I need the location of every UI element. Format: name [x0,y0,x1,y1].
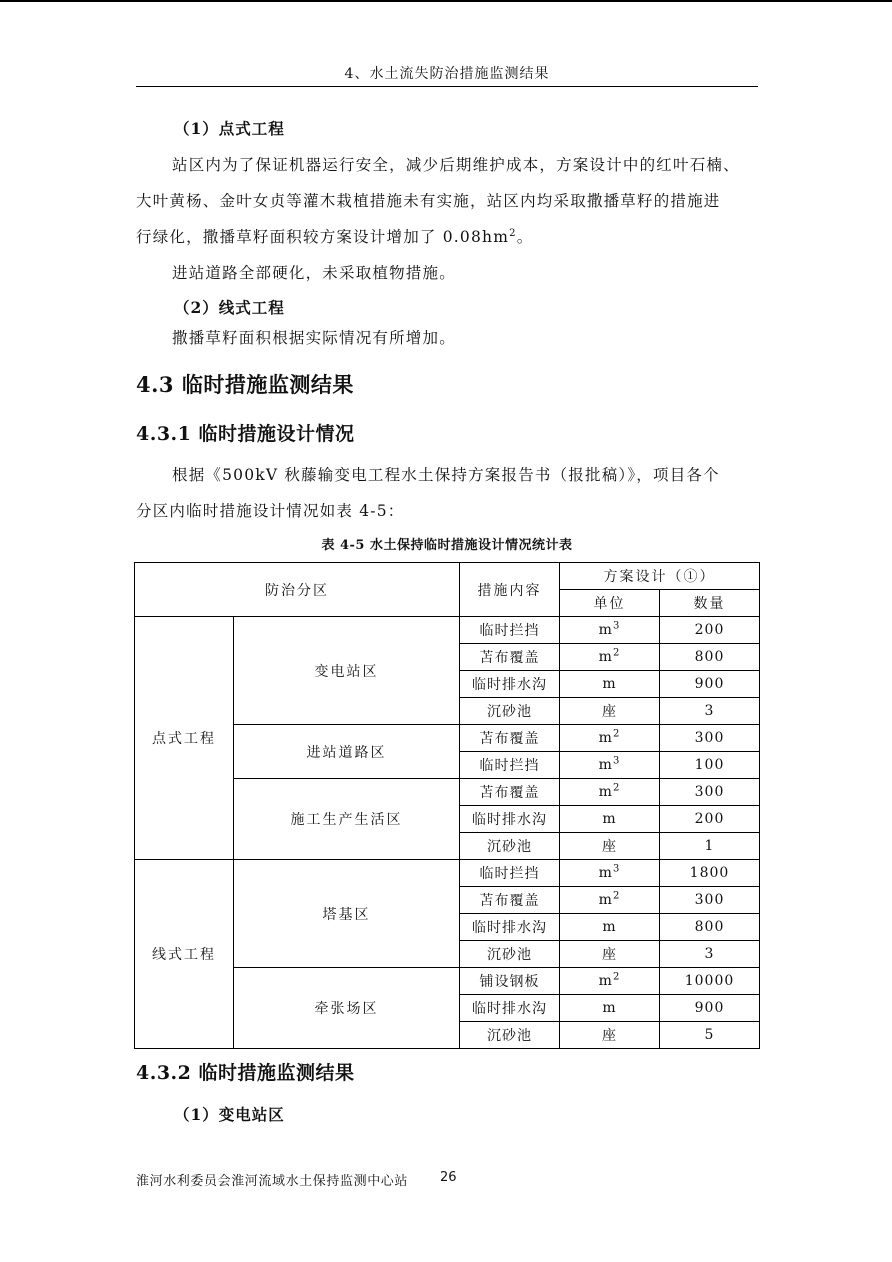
quantity-cell: 800 [660,644,760,671]
measure-cell: 沉砂池 [460,698,560,725]
header-measure: 措施内容 [460,563,560,617]
measure-cell: 沉砂池 [460,941,560,968]
quantity-cell: 5 [660,1022,760,1049]
quantity-cell: 300 [660,779,760,806]
zone-substation: 变电站区 [234,617,460,725]
quantity-cell: 3 [660,698,760,725]
header-design: 方案设计（①） [560,563,760,590]
measure-cell: 临时拦挡 [460,617,560,644]
footer-organization: 淮河水利委员会淮河流域水土保持监测中心站 [136,1174,409,1189]
unit-cell: $m^3$ [560,617,660,644]
measure-cell: 苫布覆盖 [460,644,560,671]
unit-cell: m [560,995,660,1022]
measure-cell: 沉砂池 [460,1022,560,1049]
measure-cell: 苫布覆盖 [460,887,560,914]
paragraph-3: 撒播草籽面积根据实际情况有所增加。 [172,329,456,347]
quantity-cell: 900 [660,995,760,1022]
quantity-cell: 800 [660,914,760,941]
measure-cell: 苫布覆盖 [460,725,560,752]
unit-cell: m [560,914,660,941]
quantity-cell: 200 [660,806,760,833]
measure-cell: 沉砂池 [460,833,560,860]
paragraph-1-line-3-text: 行绿化，撒播草籽面积较方案设计增加了 0.08hm [136,228,510,246]
quantity-cell: 1 [660,833,760,860]
heading-4-3-2: 4.3.2 临时措施监测结果 [136,1062,355,1084]
unit-cell: m [560,806,660,833]
unit-cell: $m^2$ [560,725,660,752]
header-quantity: 数量 [660,590,760,617]
subsection-point-engineering: （1）点式工程 [174,119,285,138]
subsection-substation: （1）变电站区 [174,1105,285,1124]
paragraph-4-line-2: 分区内临时措施设计情况如表 4-5： [136,502,405,520]
unit-cell: $m^2$ [560,968,660,995]
quantity-cell: 300 [660,725,760,752]
zone-access-road: 进站道路区 [234,725,460,779]
unit-cell: 座 [560,833,660,860]
unit-cell: $m^3$ [560,752,660,779]
quantity-cell: 200 [660,617,760,644]
paragraph-2: 进站道路全部硬化，未采取植物措施。 [172,264,456,282]
temporary-measures-table [134,562,760,1049]
measure-cell: 临时排水沟 [460,995,560,1022]
unit-cell: 座 [560,698,660,725]
measure-cell: 临时拦挡 [460,860,560,887]
unit-cell: 座 [560,1022,660,1049]
header-zone: 防治分区 [135,563,460,617]
top-border [0,0,892,2]
quantity-cell: 1800 [660,860,760,887]
table-row [135,617,760,644]
paragraph-1-line-3 [136,225,533,247]
heading-4-3: 4.3 临时措施监测结果 [136,372,354,397]
group-line-engineering: 线式工程 [135,860,234,1049]
paragraph-1-line-1: 站区内为了保证机器运行安全，减少后期维护成本，方案设计中的红叶石楠、 [172,156,740,174]
unit-cell: 座 [560,941,660,968]
measure-cell: 临时排水沟 [460,914,560,941]
page-number: 26 [440,1170,457,1185]
quantity-cell: 900 [660,671,760,698]
paragraph-1-line-3-end: 。 [516,228,534,246]
subsection-line-engineering: （2）线式工程 [174,298,285,317]
zone-tensioning-site: 牵张场区 [234,968,460,1049]
unit-cell: m [560,671,660,698]
measure-cell: 临时排水沟 [460,671,560,698]
unit-cell: $m^2$ [560,779,660,806]
measure-cell: 临时排水沟 [460,806,560,833]
zone-construction-living: 施工生产生活区 [234,779,460,860]
header-unit: 单位 [560,590,660,617]
group-point-engineering: 点式工程 [135,617,234,860]
unit-cell: $m^2$ [560,887,660,914]
paragraph-1-line-2: 大叶黄杨、金叶女贞等灌木栽植措施未有实施，站区内均采取撒播草籽的措施进 [136,192,721,210]
heading-4-3-1: 4.3.1 临时措施设计情况 [136,423,355,445]
paragraph-4-line-1: 根据《500kV 秋藤输变电工程水土保持方案报告书（报批稿）》，项目各个 [172,466,720,484]
unit-cell: $m^3$ [560,860,660,887]
unit-cell: $m^2$ [560,644,660,671]
table-caption: 表 4-5 水土保持临时措施设计情况统计表 [321,538,573,553]
measure-cell: 苫布覆盖 [460,779,560,806]
quantity-cell: 3 [660,941,760,968]
running-header: 4、水土流失防治措施监测结果 [344,66,550,82]
quantity-cell: 100 [660,752,760,779]
header-rule [136,86,758,87]
zone-tower-base: 塔基区 [234,860,460,968]
table-row [135,860,760,887]
measure-cell: 铺设钢板 [460,968,560,995]
quantity-cell: 300 [660,887,760,914]
measure-cell: 临时拦挡 [460,752,560,779]
quantity-cell: 10000 [660,968,760,995]
area-unit-superscript: 2 [509,227,517,239]
